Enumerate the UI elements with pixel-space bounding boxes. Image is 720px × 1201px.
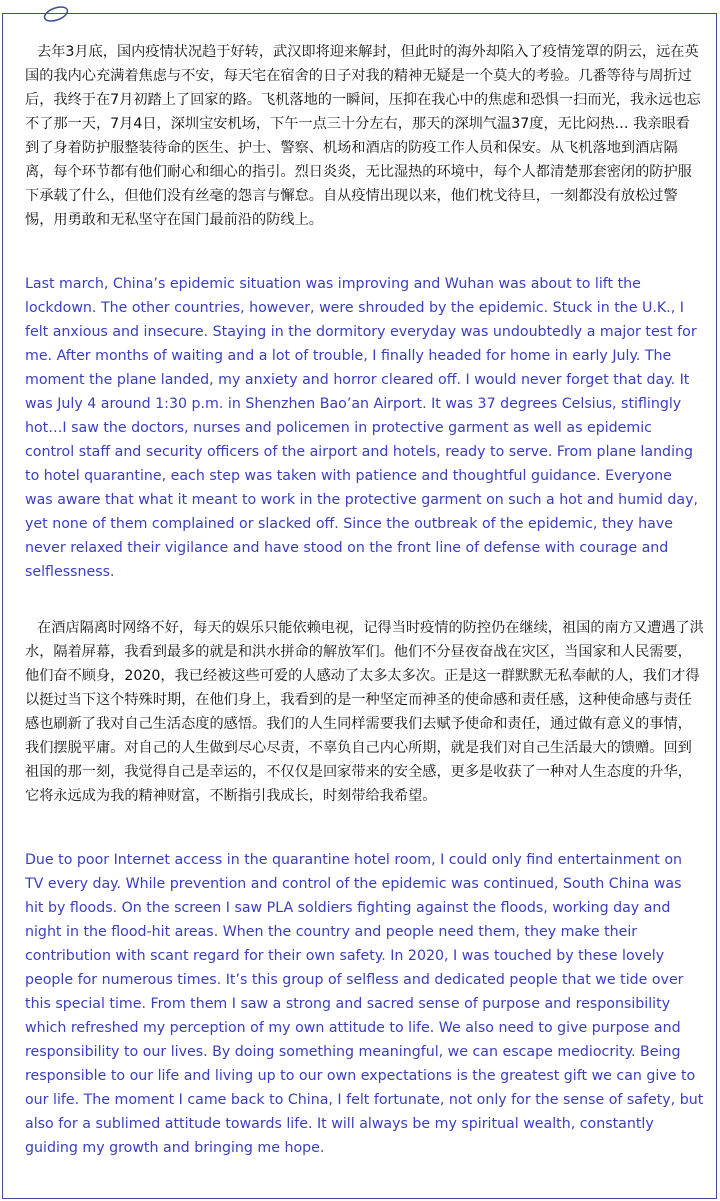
paragraph-english-2: Due to poor Internet access in the quarantine hotel room, I could only find entertainment on TV every day. While prevention and control of the epidemic was continued, South China was hit by floods. On the screen I saw PLA soldiers fighting against the floods, working day and night in the flood-hit areas. When the country and people need them, they make their contribution with scant regard for their own safety. In 2020, I was touched by these lovely people for numerous times. It’s this group of selfless and dedicated people that we tide over this special time. From them I saw a strong and sacred sense of purpose and responsibility which refreshed my perception of my own attitude to life. We also need to give purpose and responsibility to our lives. By doing something meaningful, we can escape mediocrity. Being responsible to our life and living up to our own expectations is the greatest gift we can give to our life. The moment I came back to China, I felt fortunate, not only for the sense of safety, but also for a sublimed attitude towards life. It will always be my spiritual wealth, constantly guiding my growth and bringing me hope. <box>25 852 704 1156</box>
ellipse-logo-icon <box>40 4 72 24</box>
paragraph-chinese-1: 去年3月底，国内疫情状况趋于好转，武汉即将迎来解封，但此时的海外却陷入了疫情笼罩的阴云，远在英国的我内心充满着焦虑与不安，每天宅在宿舍的日子对我的精神无疑是一个莫大的考验。几番等待与周折过后，我终于在7月初踏上了回家的路。飞机落地的一瞬间，压抑在我心中的焦虑和恐惧一扫而光，我永远也忘不了那一天，7月4日，深圳宝安机场，下午一点三十分左右，那天的深圳气温37度，无比闷热… 我亲眼看到了身着防护服整装待命的医生、护士、警察、机场和酒店的防疫工作人员和保安。从飞机落地到酒店隔离，每个环节都有他们耐心和细心的指引。烈日炎炎，无比湿热的环境中，每个人都清楚那套密闭的防护服下承载了什么，但他们没有丝毫的怨言与懈怠。自从疫情出现以来，他们枕戈待旦，一刻都没有放松过警惕，用勇敢和无私坚守在国门最前沿的防线上。 <box>25 44 701 228</box>
paragraph-english-1: Last march, China’s epidemic situation was improving and Wuhan was about to lift the lockdown. The other countries, however, were shrouded by the epidemic. Stuck in the U.K., I felt anxious and insecure. Staying in the dormitory everyday was undoubtedly a major test for me. After months of waiting and a lot of trouble, I finally headed for home in early July. The moment the plane landed, my anxiety and horror cleared off. I would never forget that day. It was July 4 around 1:30 p.m. in Shenzhen Bao’an Airport. It was 37 degrees Celsius, stiflingly hot…I saw the doctors, nurses and policemen in protective garment as well as epidemic control staff and security officers of the airport and hotels, ready to serve. From plane landing to hotel quarantine, each step was taken with patience and thoughtful guidance. Everyone was aware that what it meant to work in the protective garment on such a hot and humid day, yet none of them complained or slacked off. Since the outbreak of the epidemic, they have never relaxed their vigilance and have stood on the front line of defense with courage and selflessness. <box>25 276 699 580</box>
paragraph-chinese-2: 在酒店隔离时网络不好，每天的娱乐只能依赖电视，记得当时疫情的防控仍在继续，祖国的南方又遭遇了洪水，隔着屏幕，我看到最多的就是和洪水拼命的解放军们。他们不分昼夜奋战在灾区，当国家和人民需要，他们奋不顾身，2020，我已经被这些可爱的人感动了太多太多次。正是这一群默默无私奉献的人，我们才得以挺过当下这个特殊时期，在他们身上，我看到的是一种坚定而神圣的使命感和责任感，这种使命感与责任感也刷新了我对自己生活态度的感悟。我们的人生同样需要我们去赋予使命和责任，通过做有意义的事情，我们摆脱平庸。对自己的人生做到尽心尽责，不辜负自己内心所期，就是我们对自己生活最大的馈赠。回到祖国的那一刻，我觉得自己是幸运的，不仅仅是回家带来的安全感，更多是收获了一种对人生态度的升华，它将永远成为我的精神财富，不断指引我成长，时刻带给我希望。 <box>25 620 704 804</box>
